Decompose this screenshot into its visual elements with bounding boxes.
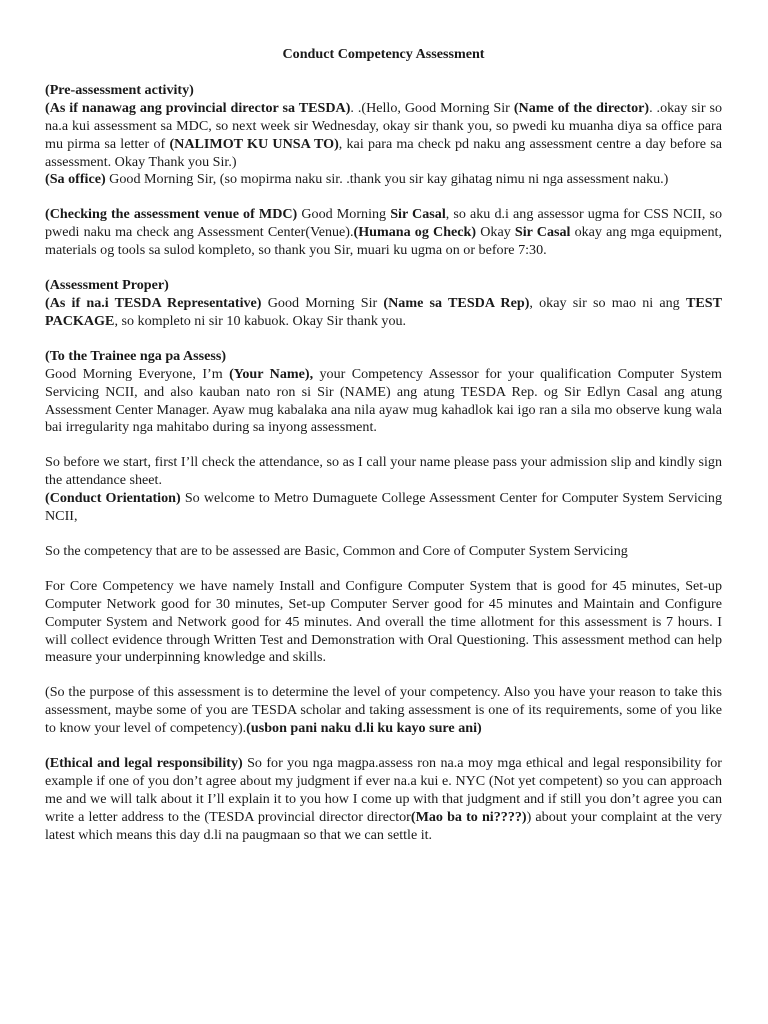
bold-text: Sir Casal — [514, 224, 571, 241]
paragraph — [45, 543, 722, 561]
text-run: So before we start, first I’ll check the attendance, so as I call your name please pass your admission slip and kindly sign the attendance sheet. — [45, 454, 722, 489]
bold-text: Sir Casal — [390, 206, 446, 223]
bold-text: (As if na.i TESDA Representative) — [45, 294, 262, 311]
text-run: For Core Competency we have namely Install and Configure Computer System that is good for 45 minutes, Set-up Computer Network good for 30 minutes, Set-up Computer Server good for 45 minutes and Maintain and Configure Computer System and Network good for 45 minutes. And overall the time allotment for this assessment is 7 hours. I will collect evidence through Written Test and Demonstration with Oral Questioning. This assessment method can help measure your underpinning knowledge and skills. — [45, 577, 722, 666]
text-run: , okay sir so mao ni ang — [529, 294, 686, 311]
paragraph — [45, 684, 722, 738]
text-run: Good Morning — [297, 206, 391, 223]
bold-text: (Mao ba to ni????) — [410, 808, 527, 825]
paragraph — [45, 82, 722, 100]
text-run: , kai para ma check pd naku ang assessment centre a day before sa assessment. Okay Thank you Sir.) — [45, 135, 723, 170]
paragraph — [45, 171, 722, 189]
paragraph — [45, 348, 722, 366]
bold-text: (Pre-assessment activity) — [45, 81, 194, 98]
paragraph — [45, 454, 722, 490]
bold-text: (Ethical and legal responsibility) — [45, 755, 243, 772]
paragraph — [45, 100, 722, 172]
bold-text: (Assessment Proper) — [45, 277, 169, 294]
text-run: So the competency that are to be assessed are Basic, Common and Core of Computer System Servicing — [45, 542, 628, 559]
text-run: ) about your complaint at the very latest which means this day d.li na paugmaan so that we can settle it. — [45, 808, 723, 843]
text-run: your Competency Assessor for your qualification Computer System Servicing NCII, and also kauban nato ron si Sir (NAME) ang atung TESDA Rep. og Sir Edlyn Casal ang atung Assessment Center Manager. Ayaw mug kabalaka ana nila ayaw mug kahadlok kai igo ran a sila mo observe kung wala bai irregularity nga mahitabo during sa inyong assessment. — [45, 365, 722, 436]
bold-text: (Checking the assessment venue of MDC) — [45, 206, 298, 223]
bold-text: (Humana og Check) — [353, 224, 477, 241]
paragraph — [45, 366, 722, 438]
bold-text: (Conduct Orientation) — [45, 490, 181, 507]
paragraph — [45, 206, 722, 260]
text-run: (So the purpose of this assessment is to determine the level of your competency. Also you have your reason to take this assessment, maybe some of you are TESDA scholar and taking assessment is one of its requirements, some of you like to know your level of competency). — [45, 684, 722, 737]
text-run: Good Morning Everyone, I’m — [45, 365, 230, 382]
document-body — [45, 82, 722, 845]
bold-text: (Name of the director) — [513, 99, 650, 116]
text-run: So welcome to Metro Dumaguete College Assessment Center for Computer System Servicing NCII, — [45, 490, 723, 525]
paragraph — [45, 295, 722, 331]
text-run: Okay — [476, 224, 515, 241]
text-run: Good Morning Sir — [261, 294, 384, 311]
bold-text: TEST PACKAGE — [45, 294, 722, 329]
bold-text: (To the Trainee nga pa Assess) — [45, 347, 227, 364]
paragraph — [45, 578, 722, 668]
text-run: Good Morning Sir, (so mopirma naku sir. .thank you sir kay gihatag nimu ni nga assessment naku.) — [105, 171, 669, 188]
bold-text: (Sa office) — [45, 171, 106, 188]
paragraph — [45, 755, 722, 845]
bold-text: (Your Name), — [229, 365, 314, 382]
bold-text: (Name sa TESDA Rep) — [383, 294, 530, 311]
paragraph — [45, 490, 722, 526]
text-run: . .okay sir so na.a kui assessment sa MDC, so next week sir Wednesday, okay sir thank you, so pwedi ku muanha diya sa office para mu pirma sa letter of — [45, 99, 722, 152]
text-run: okay ang mga equipment, materials og tools sa sulod kompleto, so thank you Sir, muari ku ugma on or before 7:30. — [45, 224, 722, 259]
bold-text: (usbon pani naku d.li ku kayo sure ani) — [246, 720, 482, 737]
paragraph — [45, 277, 722, 295]
bold-text: (NALIMOT KU UNSA TO) — [169, 135, 339, 152]
document-title: Conduct Competency Assessment — [282, 46, 485, 62]
text-run: , so kompleto ni sir 10 kabuok. Okay Sir thank you. — [114, 312, 407, 329]
text-run: , so aku d.i ang assessor ugma for CSS NCII, so pwedi naku ma check ang Assessment Center(Venue). — [45, 206, 723, 241]
text-run: So for you nga magpa.assess ron na.a moy mga ethical and legal responsibility for example if one of you don’t agree about my judgment if ever na.a kui e. NYC (Not yet competent) so you can approach me and we will talk about it I’ll explain it to you how I come up with that judgment and if still you don’t agree you can write a letter address to the (TESDA provincial director director — [45, 755, 722, 825]
text-run: . .(Hello, Good Morning Sir — [350, 99, 514, 116]
bold-text: (As if nanawag ang provincial director sa TESDA) — [45, 99, 351, 116]
